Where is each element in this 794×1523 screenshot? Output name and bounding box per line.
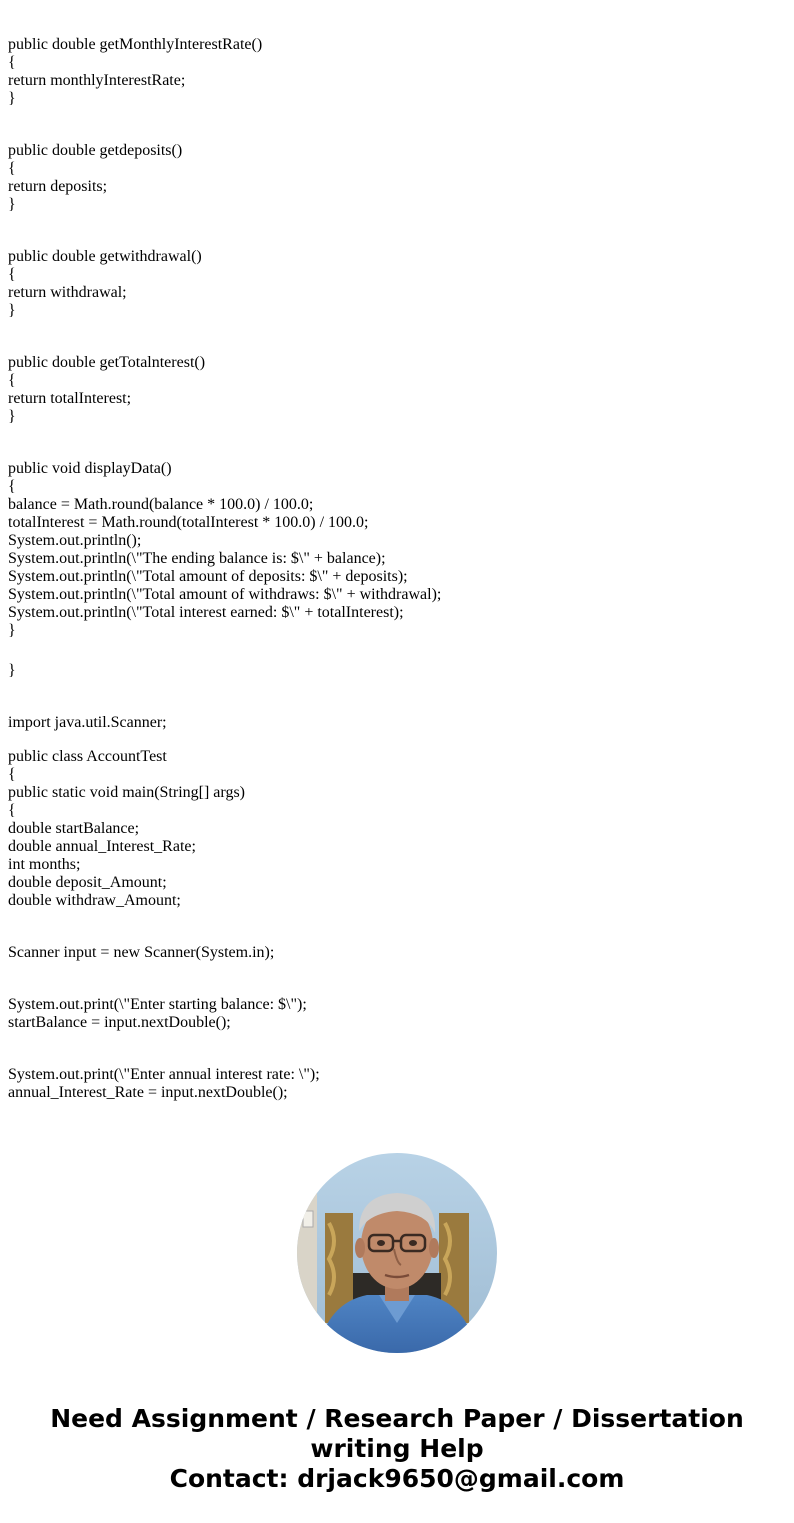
code-line: System.out.println(); [8, 532, 142, 549]
code-class-close: } [8, 662, 16, 679]
code-line: } [8, 302, 16, 319]
code-line: } [8, 622, 16, 639]
code-line: balance = Math.round(balance * 100.0) / 100.0; [8, 496, 314, 513]
code-line: startBalance = input.nextDouble(); [8, 1014, 231, 1031]
code-line: public class AccountTest [8, 748, 167, 765]
code-line: } [8, 90, 16, 107]
code-line: totalInterest = Math.round(totalInterest * 100.0) / 100.0; [8, 514, 369, 531]
code-line: System.out.println(\"Total interest earned: $\" + totalInterest); [8, 604, 404, 621]
code-listing [8, 36, 441, 1102]
code-line: { [8, 372, 16, 389]
code-line: double startBalance; [8, 820, 140, 837]
code-line: double annual_Interest_Rate; [8, 838, 196, 855]
code-line: public void displayData() [8, 460, 172, 477]
code-line: System.out.print(\"Enter annual interest rate: \"); [8, 1066, 320, 1083]
code-block-interest-rate [8, 1066, 441, 1102]
banner-contact-email: Contact: drjack9650@gmail.com [169, 1464, 625, 1493]
contact-banner [0, 1404, 794, 1494]
code-block-display-data [8, 460, 441, 640]
code-line: return withdrawal; [8, 284, 127, 301]
code-line: { [8, 54, 16, 71]
code-line: return monthlyInterestRate; [8, 72, 186, 89]
code-line: return totalInterest; [8, 390, 132, 407]
code-line: public double getwithdrawal() [8, 248, 202, 265]
code-line: public double getdeposits() [8, 142, 183, 159]
code-line: { [8, 160, 16, 177]
code-line: return deposits; [8, 178, 108, 195]
code-line: System.out.println(\"The ending balance is: $\" + balance); [8, 550, 386, 567]
code-block-account-test [8, 748, 441, 910]
code-line: { [8, 766, 16, 783]
code-line: public static void main(String[] args) [8, 784, 245, 801]
code-line: double withdraw_Amount; [8, 892, 181, 909]
author-photo [297, 1153, 497, 1353]
code-line: { [8, 478, 16, 495]
code-scanner-line: Scanner input = new Scanner(System.in); [8, 944, 275, 961]
banner-line-1: Need Assignment / Research Paper / Dissertation [50, 1404, 744, 1433]
code-import-line: import java.util.Scanner; [8, 714, 167, 731]
code-line: public double getMonthlyInterestRate() [8, 36, 263, 53]
code-line: System.out.println(\"Total amount of deposits: $\" + deposits); [8, 568, 408, 585]
code-line: System.out.print(\"Enter starting balance: $\"); [8, 996, 307, 1013]
code-line: int months; [8, 856, 81, 873]
code-line: { [8, 802, 16, 819]
code-block-get-monthly-interest-rate [8, 36, 441, 108]
code-block-get-total-interest [8, 354, 441, 426]
code-line: { [8, 266, 16, 283]
banner-line-2: writing Help [310, 1434, 484, 1463]
code-line: annual_Interest_Rate = input.nextDouble(); [8, 1084, 288, 1101]
code-block-starting-balance [8, 996, 441, 1032]
author-portrait-illustration [297, 1153, 497, 1353]
code-block-get-deposits [8, 142, 441, 214]
code-line: double deposit_Amount; [8, 874, 167, 891]
code-line: System.out.println(\"Total amount of withdraws: $\" + withdrawal); [8, 586, 442, 603]
code-line: public double getTotalnterest() [8, 354, 206, 371]
code-block-get-withdrawal [8, 248, 441, 320]
code-line: } [8, 408, 16, 425]
code-line: } [8, 196, 16, 213]
